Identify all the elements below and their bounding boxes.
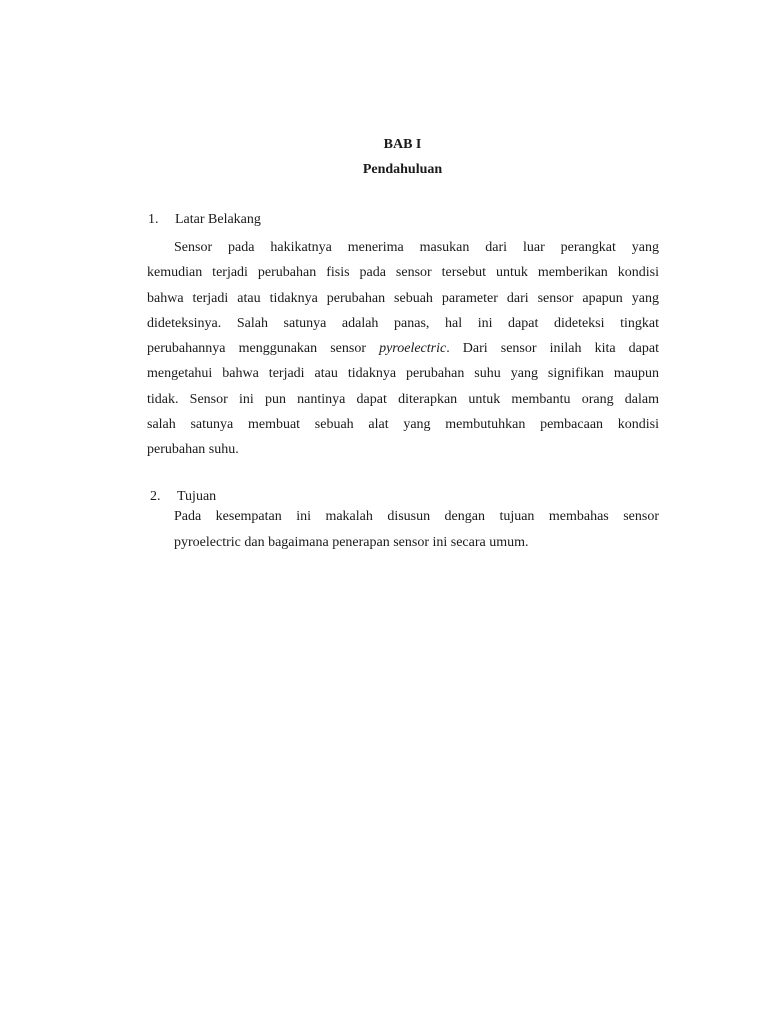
section-title: Tujuan xyxy=(177,489,217,504)
paragraph-text: . Dari sensor inilah kita dapat xyxy=(446,341,659,357)
paragraph-line: salah satunya membuat sebuah alat yang membutuhkan pembacaan kondisi xyxy=(147,417,659,433)
section-number: 1. xyxy=(148,212,159,227)
paragraph-line: pyroelectric dan bagaimana penerapan sensor ini secara umum. xyxy=(174,534,529,550)
paragraph-tujuan xyxy=(174,504,659,555)
paragraph-text: perubahannya menggunakan sensor xyxy=(147,341,366,357)
paragraph-line: bahwa terjadi atau tidaknya perubahan sebuah parameter dari sensor apapun yang xyxy=(147,290,659,306)
paragraph-line: dideteksinya. Salah satunya adalah panas, hal ini dapat dideteksi tingkat xyxy=(147,315,659,331)
paragraph-line-mixed xyxy=(147,336,659,361)
section-heading-latar-belakang xyxy=(148,212,261,228)
paragraph-line: Sensor pada hakikatnya menerima masukan dari luar perangkat yang xyxy=(174,240,659,255)
italic-term: pyroelectric xyxy=(379,341,447,357)
chapter-number: BAB I xyxy=(383,137,422,152)
paragraph-line: tidak. Sensor ini pun nantinya dapat diterapkan untuk membantu orang dalam xyxy=(147,391,659,407)
section-title: Latar Belakang xyxy=(175,212,261,227)
paragraph-line: kemudian terjadi perubahan fisis pada sensor tersebut untuk memberikan kondisi xyxy=(147,265,659,281)
chapter-title: Pendahuluan xyxy=(362,162,443,177)
paragraph-line: perubahan suhu. xyxy=(147,442,239,458)
section-number: 2. xyxy=(150,489,161,504)
section-heading-tujuan xyxy=(150,489,216,505)
paragraph-line: mengetahui bahwa terjadi atau tidaknya perubahan suhu yang signifikan maupun xyxy=(147,366,659,382)
paragraph-latar-belakang xyxy=(147,235,659,463)
paragraph-line: Pada kesempatan ini makalah disusun dengan tujuan membahas sensor xyxy=(174,509,659,524)
